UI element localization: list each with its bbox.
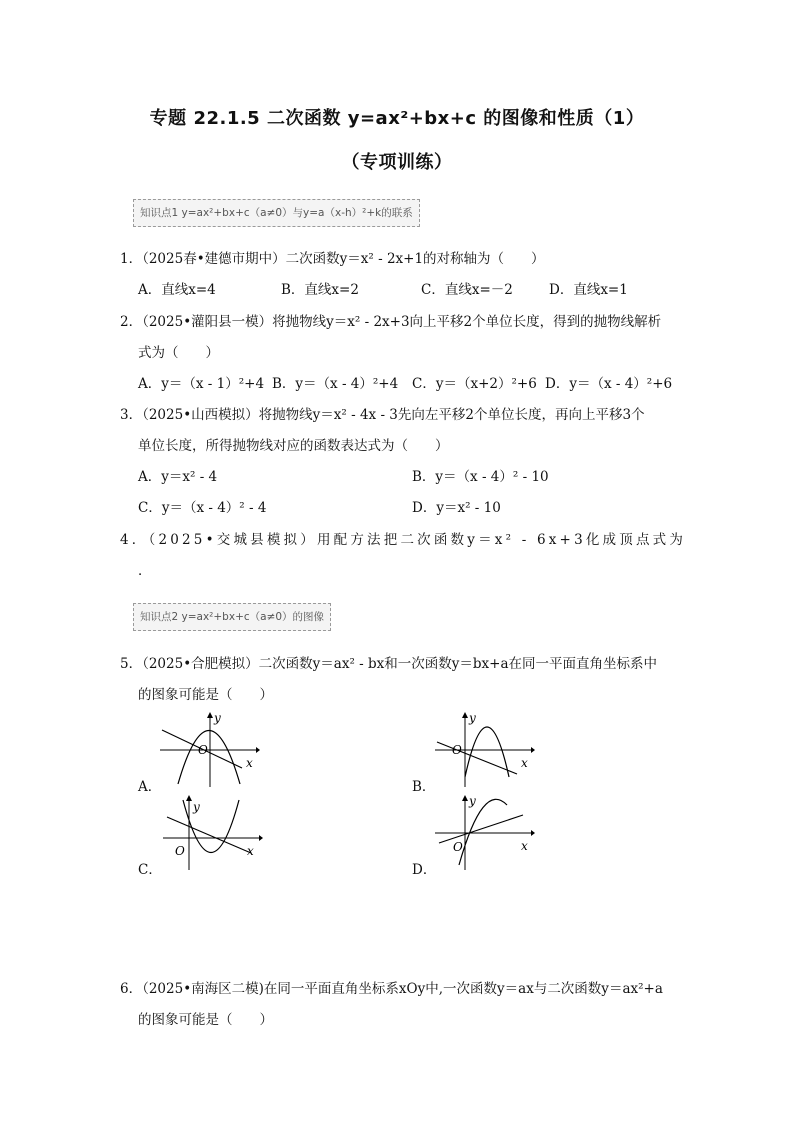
question-4-stem-line1: 4．（2025•交城县模拟）用配方法把二次函数y＝x² - 6x+3化成顶点式为: [120, 532, 687, 548]
graph-c-origin-label: O: [175, 844, 185, 858]
question-1-option-d: D．直线x=1: [549, 282, 628, 298]
page-title: 专题 22.1.5 二次函数 y=ax²+bx+c 的图像和性质（1）: [149, 108, 645, 129]
question-6-stem-line2: 的图象可能是（ ）: [138, 1012, 273, 1028]
question-2-option-a: A．y＝（x - 1）²+4: [138, 376, 265, 392]
knowledge-point-2: 知识点2 y=ax²+bx+c（a≠0）的图像: [133, 603, 331, 631]
question-5-stem-line1: 5．（2025•合肥模拟）二次函数y＝ax² - bx和一次函数y＝bx+a在同一平面直角坐标系中: [120, 656, 657, 672]
graph-d-origin-label: O: [453, 840, 463, 854]
graph-d-x-label: x: [521, 839, 528, 853]
question-3-stem-line2: 单位长度，所得抛物线对应的函数表达式为（ ）: [138, 438, 449, 454]
question-3-stem-line1: 3．（2025•山西模拟）将抛物线y＝x² - 4x - 3先向左平移2个单位长度，再向上平移3个: [120, 407, 645, 423]
graph-c-y-label: y: [193, 800, 200, 814]
graph-c-x-label: x: [247, 844, 254, 858]
question-2-stem-line2: 式为（ ）: [138, 345, 219, 361]
graph-d-y-label: y: [469, 794, 476, 808]
question-2-stem-line1: 2．（2025•灌阳县一模）将抛物线y＝x² - 2x+3向上平移2个单位长度，得到的抛物线解析: [120, 314, 662, 330]
question-4-stem-line2: ．: [138, 563, 152, 579]
graph-d-label: D．: [412, 862, 437, 878]
graph-a-y-label: y: [214, 711, 221, 725]
knowledge-point-1: 知识点1 y=ax²+bx+c（a≠0）与y=a（x-h）²+k的联系: [133, 199, 420, 227]
graph-b: [435, 712, 535, 787]
question-5-stem-line2: 的图象可能是（ ）: [138, 687, 273, 703]
graph-b-origin-label: O: [452, 743, 462, 757]
question-1-option-c: C．直线x=－2: [421, 282, 513, 298]
graph-c: [163, 795, 263, 870]
graph-a-label: A．: [138, 779, 162, 795]
question-1-option-b: B．直线x=2: [281, 282, 359, 298]
question-2-option-b: B．y＝（x - 4）²+4: [272, 376, 399, 392]
question-1-stem: 1．（2025春•建德市期中）二次函数y＝x² - 2x+1的对称轴为（ ）: [120, 251, 545, 267]
question-2-option-c: C．y＝（x+2）²+6: [412, 376, 537, 392]
question-2-option-d: D．y＝（x - 4）²+6: [545, 376, 673, 392]
question-3-option-a: A．y＝x² - 4: [138, 469, 218, 485]
graph-b-y-label: y: [469, 711, 476, 725]
graph-a-origin-label: O: [198, 743, 208, 757]
question-3-option-d: D．y＝x² - 10: [412, 500, 501, 516]
graph-b-x-label: x: [521, 756, 528, 770]
graph-d: [435, 795, 535, 870]
graph-c-label: C．: [138, 862, 162, 878]
graph-a-x-label: x: [246, 756, 253, 770]
question-3-option-c: C．y＝（x - 4）² - 4: [138, 500, 267, 516]
question-6-stem-line1: 6．（2025•南海区二模)在同一平面直角坐标系xOy中,一次函数y＝ax与二次函数y＝ax²+a: [120, 981, 663, 997]
graph-b-label: B．: [412, 779, 436, 795]
graph-a: [160, 712, 260, 787]
question-3-option-b: B．y＝（x - 4）² - 10: [412, 469, 549, 485]
page-subtitle: （专项训练）: [341, 152, 453, 173]
question-1-option-a: A．直线x=4: [138, 282, 216, 298]
